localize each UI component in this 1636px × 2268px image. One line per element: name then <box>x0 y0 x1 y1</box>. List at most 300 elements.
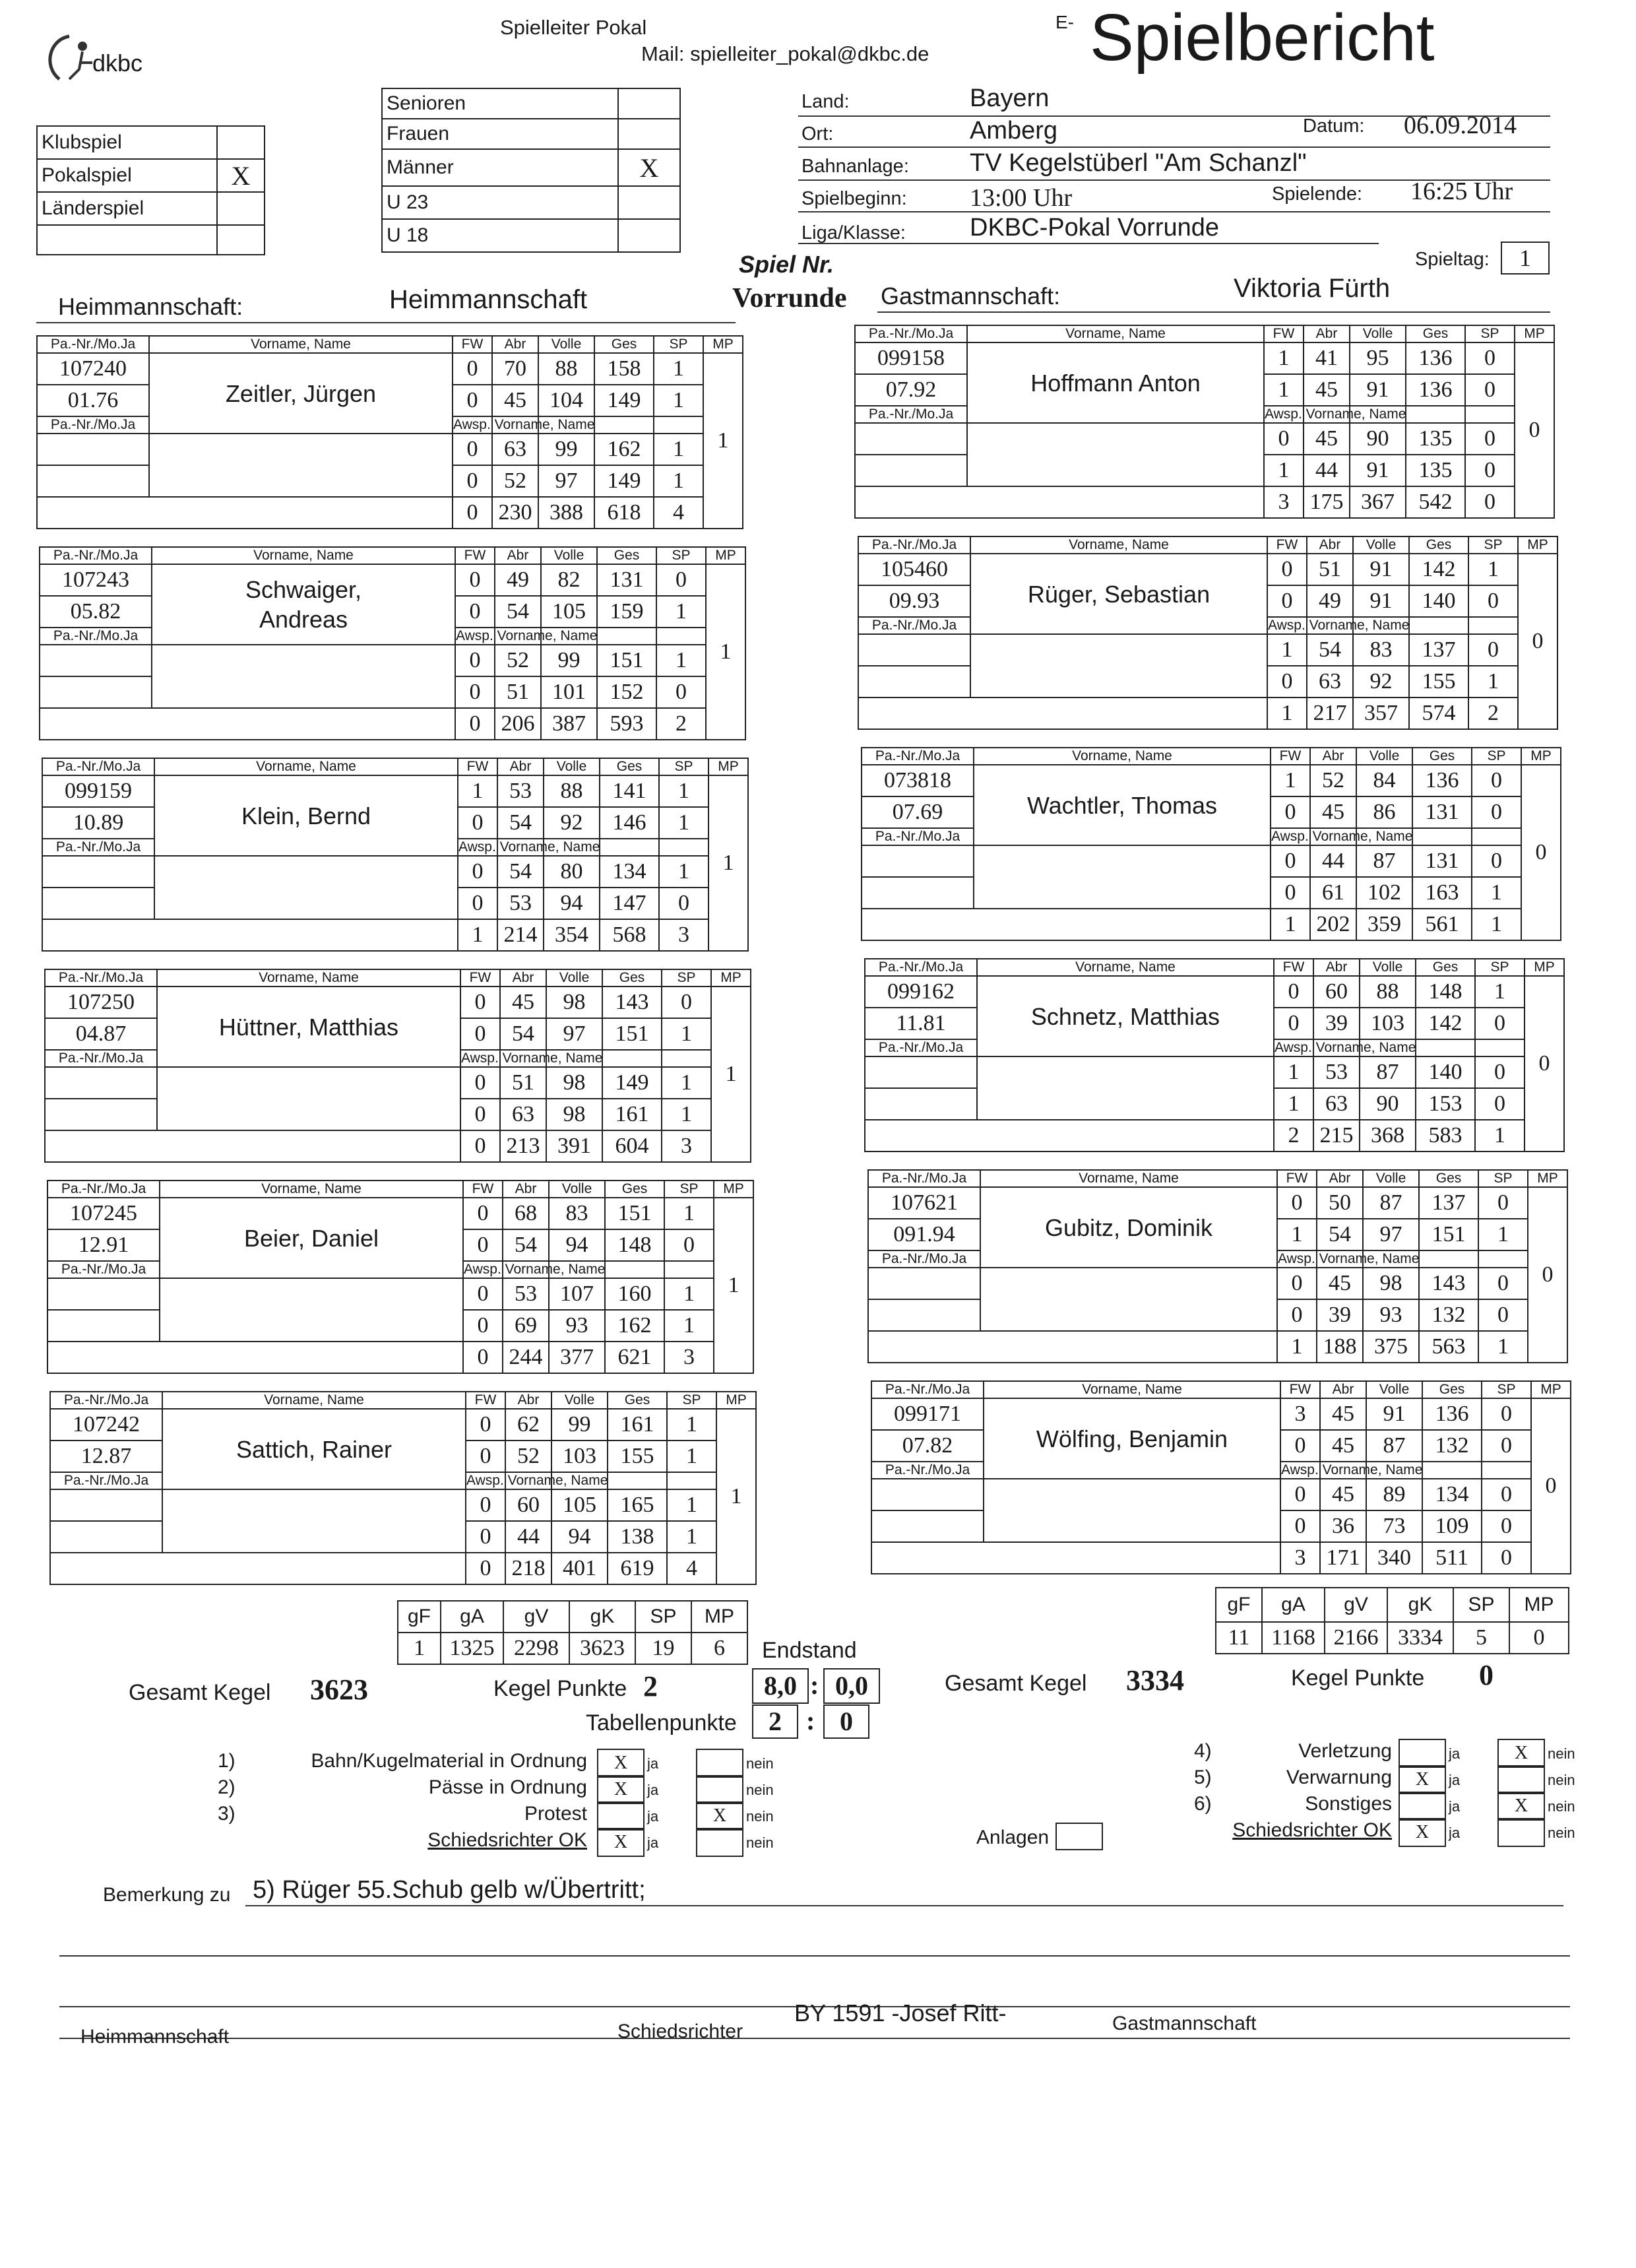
nr-header: Pa.-Nr./Mo.Ja <box>865 1039 977 1056</box>
organizer-text: Spielleiter Pokal <box>500 16 647 39</box>
total-label-cell <box>871 1542 1280 1574</box>
sub-number[interactable] <box>858 634 970 666</box>
col-header: Abr <box>1313 959 1360 976</box>
col-header: Ges <box>1416 959 1475 976</box>
nr-header: Pa.-Nr./Mo.Ja <box>865 959 977 976</box>
sum-header: gF <box>1216 1588 1262 1622</box>
nein-label: nein <box>746 1808 774 1825</box>
check-nein-box[interactable]: X <box>1497 1792 1545 1821</box>
ja-label: ja <box>1449 1745 1461 1762</box>
sub-name[interactable] <box>967 423 1264 486</box>
score-cell: 0 <box>1482 1430 1531 1462</box>
score-cell: 44 <box>1310 845 1356 877</box>
empty-cell <box>605 1261 664 1278</box>
score-cell: 63 <box>500 1099 546 1130</box>
col-header: Volle <box>1353 536 1409 554</box>
sum-value: 1 <box>398 1633 441 1664</box>
score-cell: 1 <box>1267 634 1307 666</box>
total-cell: 619 <box>608 1553 667 1584</box>
player-mp: 0 <box>1518 554 1557 729</box>
score-cell: 52 <box>505 1441 551 1472</box>
col-header: Ges <box>1422 1381 1482 1398</box>
total-cell: 0 <box>460 1130 500 1162</box>
score-cell: 1 <box>656 645 706 676</box>
awsp-header: Awsp. Vorname, Name <box>1278 1251 1420 1266</box>
score-cell: 151 <box>1419 1219 1478 1250</box>
col-header: Volle <box>1363 1170 1419 1187</box>
score-cell: 62 <box>505 1409 551 1441</box>
score-cell: 0 <box>1465 374 1515 406</box>
bemerkung-text: 5) Rüger 55.Schub gelb w/Übertritt; <box>253 1876 646 1904</box>
score-cell: 0 <box>1475 1088 1525 1120</box>
total-cell: 2 <box>1468 697 1518 729</box>
check-label: Verwarnung <box>1286 1766 1392 1788</box>
check-nein-box[interactable] <box>1497 1818 1545 1847</box>
check-label: Pässe in Ordnung <box>428 1776 587 1798</box>
total-label-cell <box>42 919 458 951</box>
player-name-text: Rüger, Sebastian <box>1027 580 1211 608</box>
player-number: 099171 <box>871 1398 984 1430</box>
sub-number[interactable] <box>855 455 967 486</box>
total-cell: 3 <box>664 1342 714 1373</box>
nr-header: Pa.-Nr./Mo.Ja <box>862 748 974 765</box>
anlagen-box[interactable] <box>1055 1823 1103 1850</box>
score-cell: 45 <box>1304 374 1350 406</box>
player-name-text: Schnetz, Matthias <box>1030 1002 1220 1030</box>
sub-number[interactable] <box>42 888 154 919</box>
player-name-text: Sattich, Rainer <box>236 1435 393 1463</box>
home-punkte-value: 2 <box>643 1670 658 1702</box>
col-header: MP <box>1515 325 1554 342</box>
score-cell: 147 <box>600 888 659 919</box>
total-cell: 604 <box>602 1130 662 1162</box>
name-header: Vorname, Name <box>154 758 458 775</box>
sub-name[interactable] <box>977 1056 1274 1120</box>
check-label: Sonstiges <box>1305 1793 1392 1815</box>
player-block <box>47 1180 754 1374</box>
score-cell: 54 <box>497 807 544 839</box>
player-block <box>871 1380 1571 1574</box>
sum-header: MP <box>691 1601 747 1633</box>
sub-number[interactable] <box>858 666 970 697</box>
score-cell: 83 <box>1353 634 1409 666</box>
player-birth: 10.89 <box>42 807 154 839</box>
score-cell: 161 <box>602 1099 662 1130</box>
nein-label: nein <box>746 1755 774 1772</box>
score-cell: 0 <box>1271 796 1310 828</box>
sub-name[interactable] <box>974 845 1271 909</box>
empty-cell <box>654 416 703 434</box>
empty-cell <box>594 416 654 434</box>
nein-label: nein <box>1548 1825 1575 1841</box>
check-nein-box[interactable] <box>696 1828 743 1857</box>
player-number: 099162 <box>865 976 977 1008</box>
col-header: SP <box>656 547 706 564</box>
score-cell: 54 <box>503 1229 549 1261</box>
score-cell: 1 <box>664 1198 714 1229</box>
game-type-label: Länderspiel <box>37 192 217 225</box>
total-cell: 218 <box>505 1553 551 1584</box>
score-cell: 53 <box>503 1278 549 1310</box>
score-cell: 0 <box>1277 1268 1317 1299</box>
name-header: Vorname, Name <box>967 325 1264 342</box>
total-cell: 563 <box>1419 1331 1478 1363</box>
sub-number[interactable] <box>865 1088 977 1120</box>
sub-name[interactable] <box>152 645 455 708</box>
ende-value: 16:25 Uhr <box>1410 178 1513 205</box>
score-cell: 49 <box>1307 585 1353 617</box>
score-cell: 0 <box>1472 845 1521 877</box>
sub-number[interactable] <box>871 1510 984 1542</box>
total-cell: 387 <box>541 708 597 740</box>
score-cell: 1 <box>662 1099 711 1130</box>
nein-label: nein <box>746 1834 774 1851</box>
nr-header: Pa.-Nr./Mo.Ja <box>855 406 967 423</box>
category-mark[interactable] <box>618 88 680 119</box>
category-label: Männer <box>382 149 618 186</box>
game-type-mark[interactable] <box>217 192 265 225</box>
score-cell: 136 <box>1406 342 1465 374</box>
check-ja-box[interactable]: X <box>1399 1765 1446 1794</box>
guest-team-label: Gastmannschaft: <box>881 282 1061 309</box>
beginn-value: 13:00 Uhr <box>970 184 1073 212</box>
awsp-header: Awsp. Vorname, Name <box>458 839 600 855</box>
col-header: MP <box>711 969 751 987</box>
sub-number[interactable] <box>47 1278 160 1310</box>
score-cell: 131 <box>1412 796 1472 828</box>
score-cell: 91 <box>1350 455 1406 486</box>
col-header: Abr <box>1310 748 1356 765</box>
total-cell: 621 <box>605 1342 664 1373</box>
col-header: Volle <box>1356 748 1412 765</box>
game-type-mark[interactable] <box>217 126 265 159</box>
player-name-text: Andreas <box>259 606 348 633</box>
score-cell: 0 <box>453 385 492 416</box>
check-label: Bahn/Kugelmaterial in Ordnung <box>311 1750 587 1772</box>
sub-number[interactable] <box>42 856 154 888</box>
sub-number[interactable] <box>865 1056 977 1088</box>
total-cell: 1 <box>1277 1331 1317 1363</box>
total-cell: 0 <box>463 1342 503 1373</box>
total-cell: 3 <box>659 919 708 951</box>
score-cell: 134 <box>1422 1479 1482 1510</box>
sum-value: 3623 <box>569 1633 635 1664</box>
home-gesamt-label: Gesamt Kegel <box>129 1680 271 1705</box>
col-header: MP <box>706 547 745 564</box>
score-cell: 88 <box>538 353 594 385</box>
sub-number[interactable] <box>47 1310 160 1342</box>
score-cell: 0 <box>463 1198 503 1229</box>
player-mp: 1 <box>714 1198 753 1373</box>
player-name <box>980 1187 1277 1268</box>
col-header: Volle <box>549 1181 605 1198</box>
empty-cell <box>1416 1039 1475 1056</box>
nr-header: Pa.-Nr./Mo.Ja <box>40 628 152 645</box>
sub-number[interactable] <box>45 1099 157 1130</box>
nr-header: Pa.-Nr./Mo.Ja <box>50 1472 162 1489</box>
score-cell: 1 <box>1264 455 1304 486</box>
check-ja-box[interactable]: X <box>597 1828 645 1857</box>
spieltag-value[interactable]: 1 <box>1501 242 1550 275</box>
sub-name[interactable] <box>157 1067 460 1130</box>
game-type-label: Klubspiel <box>37 126 217 159</box>
col-header: MP <box>714 1181 753 1198</box>
sub-number[interactable] <box>50 1489 162 1521</box>
total-cell: 618 <box>594 497 654 529</box>
score-cell: 143 <box>602 987 662 1018</box>
sub-name[interactable] <box>154 856 458 919</box>
score-cell: 158 <box>594 353 654 385</box>
score-cell: 98 <box>1363 1268 1419 1299</box>
sub-number[interactable] <box>50 1521 162 1553</box>
sub-name[interactable] <box>162 1489 466 1553</box>
score-cell: 0 <box>1468 634 1518 666</box>
col-header: MP <box>703 336 743 353</box>
check-number: 4) <box>1194 1740 1212 1762</box>
ja-label: ja <box>647 1755 659 1772</box>
sub-number[interactable] <box>40 645 152 676</box>
check-label: Verletzung <box>1298 1740 1392 1762</box>
col-header: SP <box>1475 959 1525 976</box>
score-cell: 68 <box>503 1198 549 1229</box>
category-mark[interactable] <box>618 119 680 149</box>
player-name-text: Hoffmann Anton <box>1030 369 1201 397</box>
sub-name[interactable] <box>149 434 453 497</box>
score-cell: 1 <box>662 1018 711 1050</box>
total-cell: 230 <box>492 497 538 529</box>
score-cell: 161 <box>608 1409 667 1441</box>
score-cell: 104 <box>538 385 594 416</box>
awsp-header: Awsp. Vorname, Name <box>1265 406 1406 422</box>
check-number: 5) <box>1194 1766 1212 1788</box>
score-cell: 1 <box>664 1310 714 1342</box>
score-cell: 93 <box>1363 1299 1419 1331</box>
score-cell: 92 <box>544 807 600 839</box>
sub-number[interactable] <box>862 877 974 909</box>
score-cell: 1 <box>654 434 703 465</box>
sum-value: 2298 <box>503 1633 569 1664</box>
empty-cell <box>1472 828 1521 845</box>
col-header: Volle <box>1366 1381 1422 1398</box>
score-cell: 1 <box>656 596 706 628</box>
check-nein-box[interactable]: X <box>1497 1739 1545 1768</box>
score-cell: 103 <box>551 1441 608 1472</box>
col-header: FW <box>1271 748 1310 765</box>
score-cell: 87 <box>1356 845 1412 877</box>
check-ja-box[interactable] <box>597 1801 645 1831</box>
score-cell: 0 <box>656 676 706 708</box>
player-birth: 12.91 <box>47 1229 160 1261</box>
check-ja-box[interactable]: X <box>597 1775 645 1804</box>
sub-number[interactable] <box>855 423 967 455</box>
score-cell: 162 <box>605 1310 664 1342</box>
liga-value: DKBC-Pokal Vorrunde <box>970 214 1220 242</box>
check-ja-box[interactable]: X <box>1399 1818 1446 1847</box>
check-nein-box[interactable] <box>696 1775 743 1804</box>
score-cell: 105 <box>541 596 597 628</box>
liga-label: Liga/Klasse: <box>802 222 906 243</box>
empty-cell <box>656 628 706 645</box>
category-label: Frauen <box>382 119 618 149</box>
sub-name[interactable] <box>980 1268 1277 1331</box>
score-cell: 87 <box>1363 1187 1419 1219</box>
player-name-text: Klein, Bernd <box>241 802 371 829</box>
score-cell: 137 <box>1419 1187 1478 1219</box>
score-cell: 54 <box>500 1018 546 1050</box>
player-name-text: Wölfing, Benjamin <box>1036 1425 1228 1452</box>
total-label-cell <box>865 1120 1274 1151</box>
score-cell: 0 <box>1478 1268 1528 1299</box>
score-cell: 0 <box>659 888 708 919</box>
score-cell: 160 <box>605 1278 664 1310</box>
sub-name[interactable] <box>970 634 1267 697</box>
empty-cell <box>664 1261 714 1278</box>
sub-number[interactable] <box>40 676 152 708</box>
player-name <box>152 564 455 645</box>
sum-header: gK <box>1387 1588 1453 1622</box>
sub-number[interactable] <box>868 1299 980 1331</box>
awsp-header: Awsp. Vorname, Name <box>1274 1040 1416 1055</box>
total-cell: 0 <box>1465 486 1515 518</box>
sub-number[interactable] <box>868 1268 980 1299</box>
tabellenpunkte-sep: : <box>806 1706 815 1735</box>
score-cell: 44 <box>505 1521 551 1553</box>
col-header: MP <box>1528 1170 1567 1187</box>
total-cell: 375 <box>1363 1331 1419 1363</box>
ort-value: Amberg <box>970 117 1058 145</box>
check-ja-box[interactable] <box>1399 1792 1446 1821</box>
category-label: Senioren <box>382 88 618 119</box>
empty-cell <box>597 628 656 645</box>
nr-header: Pa.-Nr./Mo.Ja <box>868 1170 980 1187</box>
player-block <box>854 325 1555 519</box>
nr-header: Pa.-Nr./Mo.Ja <box>40 547 152 564</box>
total-cell: 0 <box>453 497 492 529</box>
player-name <box>157 987 460 1067</box>
home-gesamt-value: 3623 <box>310 1673 368 1706</box>
total-cell: 217 <box>1307 697 1353 729</box>
score-cell: 136 <box>1412 765 1472 796</box>
check-number: 1) <box>218 1750 236 1772</box>
player-mp: 1 <box>716 1409 756 1584</box>
category-mark[interactable] <box>618 186 680 219</box>
awsp-header: Awsp. Vorname, Name <box>461 1051 603 1066</box>
category-mark[interactable] <box>618 219 680 252</box>
total-cell: 1 <box>1475 1120 1525 1151</box>
sum-header: gV <box>1325 1588 1387 1622</box>
col-header: SP <box>659 758 708 775</box>
player-name-text: Zeitler, Jürgen <box>225 379 377 407</box>
tabellenpunkte-guest: 0 <box>823 1704 869 1739</box>
nein-label: nein <box>1548 1745 1575 1762</box>
name-header: Vorname, Name <box>984 1381 1280 1398</box>
col-header: SP <box>662 969 711 987</box>
sub-number[interactable] <box>871 1479 984 1510</box>
score-cell: 149 <box>594 465 654 497</box>
score-cell: 0 <box>460 1099 500 1130</box>
score-cell: 97 <box>1363 1219 1419 1250</box>
beginn-label: Spielbeginn: <box>802 188 907 209</box>
score-cell: 80 <box>544 856 600 888</box>
home-team-label: Heimmannschaft: <box>58 293 243 320</box>
col-header: Abr <box>1307 536 1353 554</box>
score-cell: 0 <box>1482 1398 1531 1430</box>
score-cell: 1 <box>1468 554 1518 585</box>
player-mp: 1 <box>706 564 745 740</box>
empty-cell <box>608 1472 667 1489</box>
score-cell: 39 <box>1313 1008 1360 1039</box>
score-cell: 0 <box>460 1067 500 1099</box>
sub-number[interactable] <box>862 845 974 877</box>
total-cell: 3 <box>662 1130 711 1162</box>
score-cell: 97 <box>538 465 594 497</box>
player-name <box>974 765 1271 845</box>
score-cell: 45 <box>1320 1479 1366 1510</box>
score-cell: 1 <box>659 775 708 807</box>
player-name-text: Hüttner, Matthias <box>218 1013 399 1041</box>
score-cell: 163 <box>1412 877 1472 909</box>
score-cell: 107 <box>549 1278 605 1310</box>
score-cell: 60 <box>505 1489 551 1521</box>
score-cell: 148 <box>605 1229 664 1261</box>
nr-header: Pa.-Nr./Mo.Ja <box>37 336 149 353</box>
score-cell: 0 <box>664 1229 714 1261</box>
score-cell: 60 <box>1313 976 1360 1008</box>
player-block <box>44 969 751 1163</box>
player-number: 107240 <box>37 353 149 385</box>
total-cell: 1 <box>1271 909 1310 940</box>
score-cell: 52 <box>495 645 541 676</box>
score-cell: 73 <box>1366 1510 1422 1542</box>
sub-name[interactable] <box>160 1278 463 1342</box>
check-ja-box[interactable]: X <box>597 1749 645 1778</box>
awsp-header: Awsp. Vorname, Name <box>453 417 595 432</box>
guest-gesamt-label: Gesamt Kegel <box>945 1671 1087 1696</box>
score-cell: 3 <box>1280 1398 1320 1430</box>
sub-number[interactable] <box>37 465 149 497</box>
sub-number[interactable] <box>37 434 149 465</box>
check-ja-box[interactable] <box>1399 1739 1446 1768</box>
check-label: Schiedsrichter OK <box>427 1829 587 1851</box>
score-cell: 102 <box>1356 877 1412 909</box>
empty-cell <box>600 839 659 856</box>
score-cell: 134 <box>600 856 659 888</box>
sub-number[interactable] <box>45 1067 157 1099</box>
check-nein-box[interactable] <box>1497 1765 1545 1794</box>
nr-header: Pa.-Nr./Mo.Ja <box>862 828 974 845</box>
score-cell: 162 <box>594 434 654 465</box>
score-cell: 151 <box>602 1018 662 1050</box>
check-nein-box[interactable] <box>696 1749 743 1778</box>
game-type-mark[interactable]: X <box>217 159 265 192</box>
col-header: MP <box>1525 959 1564 976</box>
awsp-header: Awsp. Vorname, Name <box>1268 618 1410 633</box>
player-mp: 0 <box>1528 1187 1567 1363</box>
category-label: U 18 <box>382 219 618 252</box>
empty-cell <box>659 839 708 856</box>
col-header: Abr <box>495 547 541 564</box>
score-cell: 0 <box>1274 976 1313 1008</box>
empty-cell <box>602 1050 662 1067</box>
total-label-cell <box>862 909 1271 940</box>
sub-name[interactable] <box>984 1479 1280 1542</box>
empty-cell <box>1468 617 1518 634</box>
sum-value: 1168 <box>1262 1622 1325 1654</box>
category-mark[interactable]: X <box>618 149 680 186</box>
check-nein-box[interactable]: X <box>696 1801 743 1831</box>
score-cell: 1 <box>1274 1056 1313 1088</box>
player-birth: 07.69 <box>862 796 974 828</box>
